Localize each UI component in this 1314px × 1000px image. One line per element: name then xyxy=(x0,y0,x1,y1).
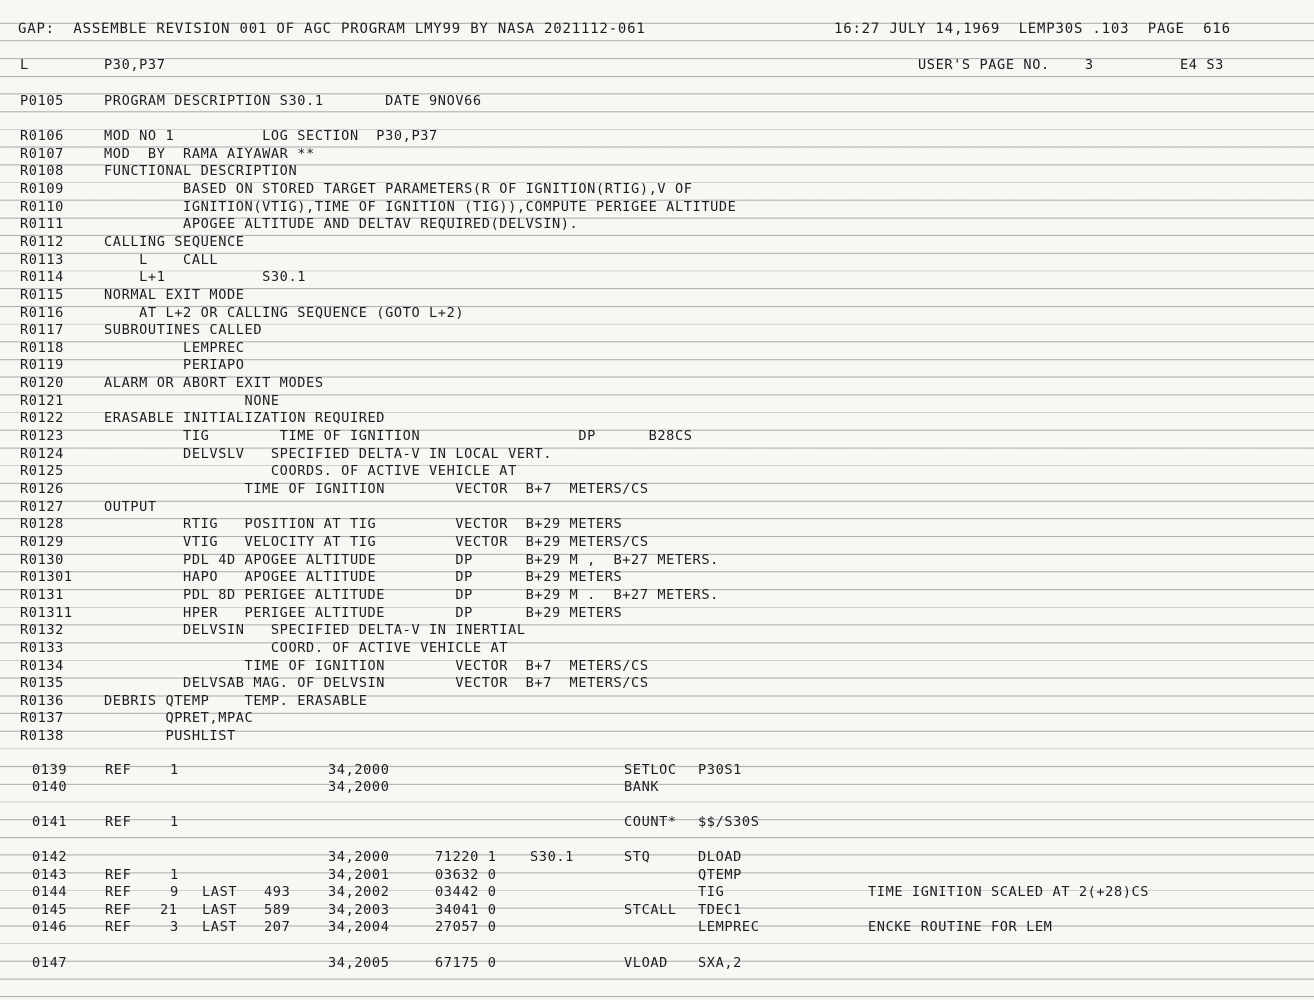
comment-line xyxy=(0,234,1314,252)
code-line xyxy=(0,955,1314,973)
line-number: R0128 xyxy=(20,516,64,533)
memory-location: 34,2003 xyxy=(328,902,390,918)
last-line-number: 589 xyxy=(264,902,291,918)
memory-location: 34,2005 xyxy=(328,955,390,971)
header-title: GAP: ASSEMBLE REVISION 001 OF AGC PROGRAM LMY99 BY NASA 2021112-061 xyxy=(18,21,646,37)
line-text: DEBRIS QTEMP TEMP. ERASABLE xyxy=(104,692,368,709)
comment-line xyxy=(0,146,1314,164)
last-marker: LAST xyxy=(202,902,238,918)
line-text: COORDS. OF ACTIVE VEHICLE AT xyxy=(104,463,517,480)
opcode: VLOAD xyxy=(624,955,668,971)
operand: TDEC1 xyxy=(698,902,742,918)
octal-word: 71220 1 xyxy=(435,849,497,865)
line-number: R0129 xyxy=(20,533,64,550)
line-text: MOD BY RAMA AIYAWAR ** xyxy=(104,145,315,162)
opcode: COUNT* xyxy=(624,814,677,830)
subheader-section: P30,P37 xyxy=(104,57,166,73)
memory-location: 34,2001 xyxy=(328,867,390,883)
ref-count: 1 xyxy=(170,867,179,883)
opcode: STCALL xyxy=(624,902,677,918)
line-number: R0126 xyxy=(20,481,64,497)
line-number: R0107 xyxy=(20,145,64,162)
line-number: R0109 xyxy=(20,180,64,197)
ref-marker: REF xyxy=(105,884,132,900)
ref-marker: REF xyxy=(105,902,132,918)
code-line xyxy=(0,849,1314,867)
line-text: HAPO APOGEE ALTITUDE DP B+29 METERS xyxy=(104,569,623,586)
line-number: 0140 xyxy=(32,779,68,795)
comment-line xyxy=(0,499,1314,517)
line-text: IGNITION(VTIG),TIME OF IGNITION (TIG)),COMPUTE PERIGEE ALTITUDE xyxy=(104,198,737,215)
ref-count: 9 xyxy=(170,884,179,900)
line-number: R0137 xyxy=(20,710,64,727)
comment-line xyxy=(0,128,1314,146)
comment-line xyxy=(0,446,1314,464)
line-text: PDL 4D APOGEE ALTITUDE DP B+29 M , B+27 METERS. xyxy=(104,551,719,568)
comment-line xyxy=(0,587,1314,605)
octal-word: 34041 0 xyxy=(435,902,497,918)
line-text: L+1 S30.1 xyxy=(104,269,307,286)
last-line-number: 207 xyxy=(264,919,291,935)
line-text: PDL 8D PERIGEE ALTITUDE DP B+29 M . B+27 METERS. xyxy=(104,586,719,603)
line-text: TIG TIME OF IGNITION DP B28CS xyxy=(104,428,693,445)
memory-location: 34,2000 xyxy=(328,779,390,795)
line-number: R0110 xyxy=(20,198,64,215)
line-number: R0134 xyxy=(20,657,64,674)
ref-count: 3 xyxy=(170,919,179,935)
comment-line xyxy=(0,728,1314,746)
comment-line xyxy=(0,534,1314,552)
octal-word: 03632 0 xyxy=(435,867,497,883)
line-text: BASED ON STORED TARGET PARAMETERS(R OF IGNITION(RTIG),V OF xyxy=(104,180,693,197)
subheader-mark: L xyxy=(20,57,29,73)
line-text: PERIAPO xyxy=(104,357,245,374)
line-number: R0115 xyxy=(20,286,64,303)
line-number: 0144 xyxy=(32,884,68,900)
line-text: PUSHLIST xyxy=(104,728,236,745)
last-marker: LAST xyxy=(202,884,238,900)
comment-line xyxy=(0,693,1314,711)
comment-line xyxy=(0,269,1314,287)
operand: SXA,2 xyxy=(698,955,742,971)
ref-marker: REF xyxy=(105,919,132,935)
line-number: R01311 xyxy=(20,604,73,621)
memory-location: 34,2000 xyxy=(328,762,390,778)
operand: $$/S30S xyxy=(698,814,760,830)
ref-marker: REF xyxy=(105,762,132,778)
line-number: R0131 xyxy=(20,586,64,603)
line-number: R0133 xyxy=(20,639,64,656)
code-line xyxy=(0,779,1314,797)
line-number: 0143 xyxy=(32,867,68,883)
line-number: R0123 xyxy=(20,428,64,445)
octal-word: 27057 0 xyxy=(435,919,497,935)
octal-word: 67175 0 xyxy=(435,955,497,971)
line-number: R0136 xyxy=(20,692,64,709)
line-text: NORMAL EXIT MODE xyxy=(104,286,245,303)
operand: P30S1 xyxy=(698,762,742,778)
comment-line xyxy=(0,658,1314,676)
ref-marker: REF xyxy=(105,814,132,830)
line-text: DELVSLV SPECIFIED DELTA-V IN LOCAL VERT. xyxy=(104,445,552,462)
operand: QTEMP xyxy=(698,867,742,883)
line-text: VTIG VELOCITY AT TIG VECTOR B+29 METERS/CS xyxy=(104,533,649,550)
line-text: MOD NO 1 LOG SECTION P30,P37 xyxy=(104,128,438,144)
line-number: R0121 xyxy=(20,392,64,409)
ref-marker: REF xyxy=(105,867,132,883)
opcode: SETLOC xyxy=(624,762,677,778)
comment-line xyxy=(0,605,1314,623)
line-number: R0111 xyxy=(20,216,64,233)
operand: TIG xyxy=(698,884,725,900)
subheader-code: E4 S3 xyxy=(1180,57,1224,73)
opcode: STQ xyxy=(624,849,651,865)
line-text: ERASABLE INITIALIZATION REQUIRED xyxy=(104,410,386,427)
last-marker: LAST xyxy=(202,919,238,935)
line-number: 0142 xyxy=(32,849,68,865)
line-number: R0116 xyxy=(20,304,64,321)
line-number: 0139 xyxy=(32,762,68,778)
comment-line xyxy=(0,216,1314,234)
comment-line xyxy=(0,393,1314,411)
line-text: FUNCTIONAL DESCRIPTION xyxy=(104,163,298,180)
line-text: TIME OF IGNITION VECTOR B+7 METERS/CS xyxy=(104,481,649,497)
comment-line xyxy=(0,640,1314,658)
line-text: DELVSIN SPECIFIED DELTA-V IN INERTIAL xyxy=(104,622,526,639)
line-text: RTIG POSITION AT TIG VECTOR B+29 METERS xyxy=(104,516,623,533)
program-description-line xyxy=(0,93,1314,111)
code-line xyxy=(0,867,1314,885)
memory-location: 34,2002 xyxy=(328,884,390,900)
line-number: R0106 xyxy=(20,128,64,144)
ref-count: 21 xyxy=(160,902,178,918)
ref-count: 1 xyxy=(170,814,179,830)
memory-location: 34,2004 xyxy=(328,919,390,935)
line-text: LEMPREC xyxy=(104,339,245,356)
line-text: SUBROUTINES CALLED xyxy=(104,322,263,339)
listing-header xyxy=(0,21,1314,39)
line-number: R0114 xyxy=(20,269,64,286)
comment-line xyxy=(0,710,1314,728)
comment-line xyxy=(0,410,1314,428)
line-text: NONE xyxy=(104,392,280,409)
comment-line xyxy=(0,340,1314,358)
comment-line xyxy=(0,428,1314,446)
comment-line xyxy=(0,375,1314,393)
comment-line xyxy=(0,252,1314,270)
line-number: R0132 xyxy=(20,622,64,639)
line-text: OUTPUT xyxy=(104,498,157,515)
line-number: R0112 xyxy=(20,233,64,250)
line-text: HPER PERIGEE ALTITUDE DP B+29 METERS xyxy=(104,604,623,621)
comment-line xyxy=(0,622,1314,640)
comment-line xyxy=(0,305,1314,323)
line-number: R0122 xyxy=(20,410,64,427)
code-comment: TIME IGNITION SCALED AT 2(+28)CS xyxy=(868,884,1150,900)
line-number: 0147 xyxy=(32,955,68,971)
comment-line xyxy=(0,481,1314,499)
comment-line xyxy=(0,163,1314,181)
code-line xyxy=(0,902,1314,920)
code-line xyxy=(0,884,1314,902)
line-text: QPRET,MPAC xyxy=(104,710,254,727)
line-text: TIME OF IGNITION VECTOR B+7 METERS/CS xyxy=(104,657,649,674)
line-number: 0141 xyxy=(32,814,68,830)
line-text: AT L+2 OR CALLING SEQUENCE (GOTO L+2) xyxy=(104,304,465,321)
line-text: COORD. OF ACTIVE VEHICLE AT xyxy=(104,639,509,656)
line-number: R0108 xyxy=(20,163,64,180)
comment-line xyxy=(0,675,1314,693)
line-number: R0135 xyxy=(20,675,64,692)
comment-line xyxy=(0,287,1314,305)
listing-subheader xyxy=(0,57,1314,75)
line-number: R01301 xyxy=(20,569,73,586)
line-number: R0125 xyxy=(20,463,64,480)
comment-line xyxy=(0,322,1314,340)
opcode: BANK xyxy=(624,779,660,795)
line-text: CALLING SEQUENCE xyxy=(104,233,245,250)
last-line-number: 493 xyxy=(264,884,291,900)
line-text: APOGEE ALTITUDE AND DELTAV REQUIRED(DELVSIN). xyxy=(104,216,579,233)
line-text: L CALL xyxy=(104,251,219,268)
operand: LEMPREC xyxy=(698,919,760,935)
line-number: R0117 xyxy=(20,322,64,339)
line-number: R0113 xyxy=(20,251,64,268)
line-text: DELVSAB MAG. OF DELVSIN VECTOR B+7 METERS/CS xyxy=(104,675,649,692)
comment-line xyxy=(0,463,1314,481)
header-timestamp: 16:27 JULY 14,1969 LEMP30S .103 PAGE 616 xyxy=(834,21,1231,37)
line-number: P0105 xyxy=(20,93,64,109)
users-page-number: USER'S PAGE NO. 3 xyxy=(918,57,1094,73)
comment-line xyxy=(0,199,1314,217)
line-number: 0146 xyxy=(32,919,68,935)
code-comment: ENCKE ROUTINE FOR LEM xyxy=(868,919,1053,935)
line-text: ALARM OR ABORT EXIT MODES xyxy=(104,375,324,392)
code-line xyxy=(0,762,1314,780)
code-line xyxy=(0,814,1314,832)
line-number: R0120 xyxy=(20,375,64,392)
line-number: R0119 xyxy=(20,357,64,374)
line-number: R0124 xyxy=(20,445,64,462)
line-number: R0130 xyxy=(20,551,64,568)
comment-line xyxy=(0,552,1314,570)
line-number: R0138 xyxy=(20,728,64,745)
line-number: 0145 xyxy=(32,902,68,918)
comment-line xyxy=(0,357,1314,375)
line-text: PROGRAM DESCRIPTION S30.1 DATE 9NOV66 xyxy=(104,93,482,109)
memory-location: 34,2000 xyxy=(328,849,390,865)
comment-line xyxy=(0,181,1314,199)
symbol-label: S30.1 xyxy=(530,849,574,865)
comment-line xyxy=(0,516,1314,534)
line-number: R0118 xyxy=(20,339,64,356)
line-number: R0127 xyxy=(20,498,64,515)
code-line xyxy=(0,919,1314,937)
octal-word: 03442 0 xyxy=(435,884,497,900)
comment-line xyxy=(0,569,1314,587)
operand: DLOAD xyxy=(698,849,742,865)
ref-count: 1 xyxy=(170,762,179,778)
